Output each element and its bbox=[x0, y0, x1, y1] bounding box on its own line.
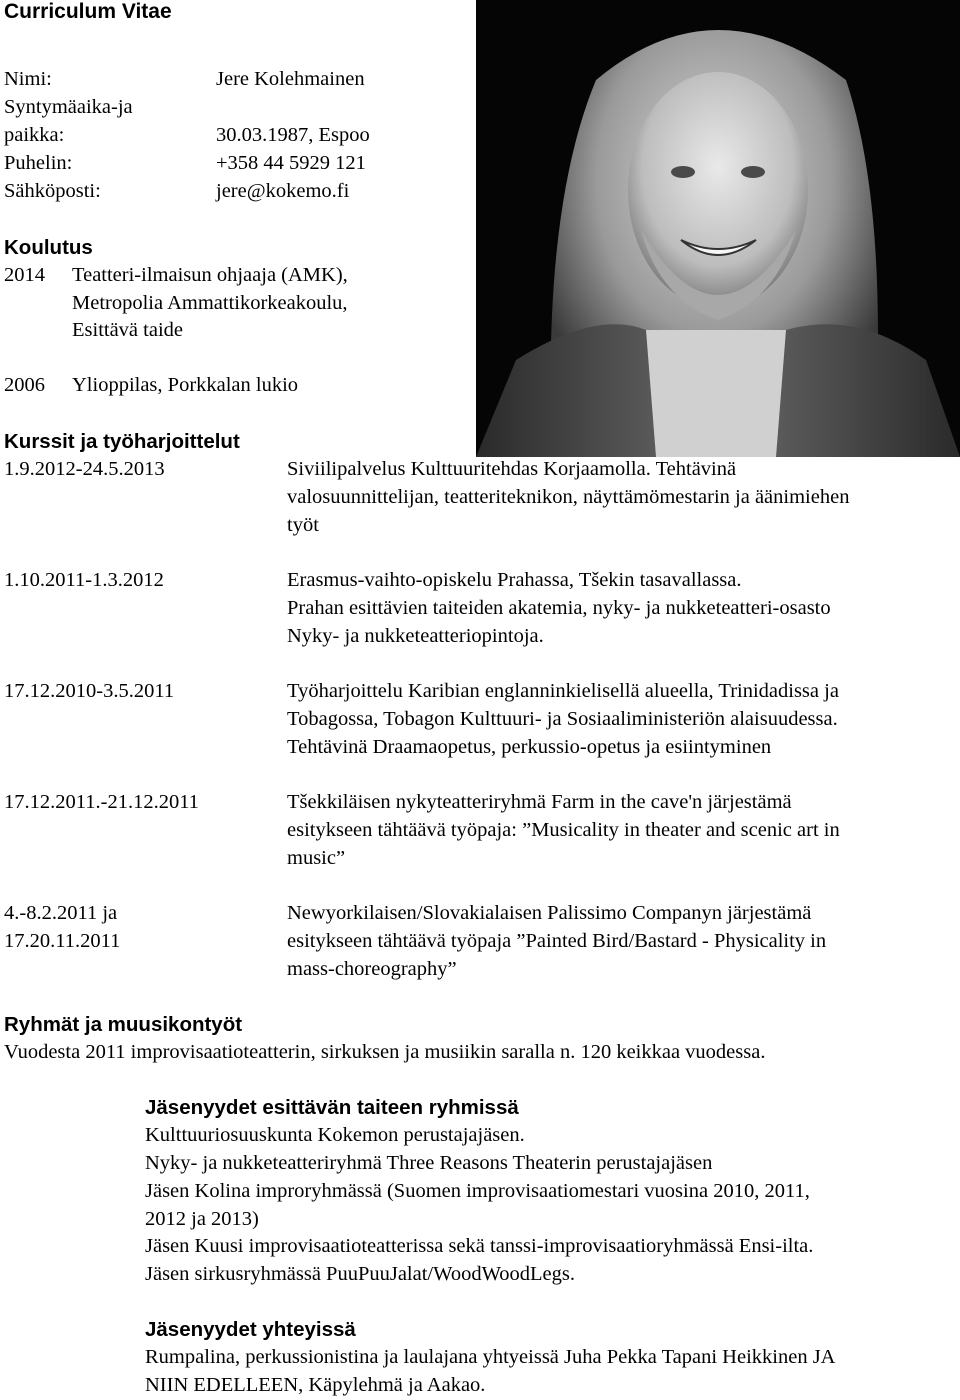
education-line: Teatteri-ilmaisun ohjaaja (AMK), bbox=[72, 264, 348, 286]
membership-line: Jäsen Kuusi improvisaatioteatterissa sekä tanssi-improvisaatioryhmässä Ensi-ilta. bbox=[145, 1235, 814, 1257]
band-line: Rumpalina, perkussionistina ja laulajana yhtyeissä Juha Pekka Tapani Heikkinen JA bbox=[145, 1346, 836, 1368]
birth-label-line2: paikka: bbox=[4, 124, 65, 146]
course-date: 17.20.11.2011 bbox=[4, 930, 121, 952]
education-heading: Koulutus bbox=[4, 236, 93, 259]
course-line: Prahan esittävien taiteiden akatemia, nyky- ja nukketeatteri-osasto bbox=[287, 597, 831, 619]
course-date: 17.12.2010-3.5.2011 bbox=[4, 680, 175, 702]
membership-line: Jäsen sirkusryhmässä PuuPuuJalat/WoodWoodLegs. bbox=[145, 1263, 576, 1285]
course-line: Tobagossa, Tobagon Kulttuuri- ja Sosiaaliministeriön alaisuudessa. bbox=[287, 708, 838, 730]
education-line: Esittävä taide bbox=[72, 319, 183, 341]
course-date: 1.9.2012-24.5.2013 bbox=[4, 458, 165, 480]
page-title: Curriculum Vitae bbox=[4, 0, 172, 23]
memberships-art-heading: Jäsenyydet esittävän taiteen ryhmissä bbox=[145, 1096, 519, 1119]
course-line: Siviilipalvelus Kulttuuritehdas Korjaamolla. Tehtävinä bbox=[287, 458, 737, 480]
course-line: mass-choreography” bbox=[287, 958, 457, 980]
name-value: Jere Kolehmainen bbox=[216, 68, 365, 90]
membership-line: Kulttuuriosuuskunta Kokemon perustajajäsen. bbox=[145, 1124, 525, 1146]
membership-line: Jäsen Kolina improryhmässä (Suomen improvisaatiomestari vuosina 2010, 2011, bbox=[145, 1180, 810, 1202]
course-line: Tšekkiläisen nykyteatteriryhmä Farm in the cave'n järjestämä bbox=[287, 791, 792, 813]
course-line: esitykseen tähtäävä työpaja ”Painted Bird/Bastard - Physicality in bbox=[287, 930, 827, 952]
course-date: 4.-8.2.2011 ja bbox=[4, 902, 118, 924]
name-label: Nimi: bbox=[4, 68, 52, 90]
education-year: 2014 bbox=[4, 264, 45, 286]
band-line: NIIN EDELLEEN, Käpylehmä ja Aakao. bbox=[145, 1374, 486, 1396]
email-label: Sähköposti: bbox=[4, 180, 101, 202]
course-line: Tehtävinä Draamaopetus, perkussio-opetus ja esiintyminen bbox=[287, 736, 772, 758]
groups-text: Vuodesta 2011 improvisaatioteatterin, sirkuksen ja musiikin saralla n. 120 keikkaa vuodessa. bbox=[4, 1041, 766, 1063]
courses-heading: Kurssit ja työharjoittelut bbox=[4, 430, 240, 453]
groups-heading: Ryhmät ja muusikontyöt bbox=[4, 1013, 243, 1036]
portrait-icon bbox=[476, 0, 960, 457]
course-date: 17.12.2011.-21.12.2011 bbox=[4, 791, 199, 813]
course-line: valosuunnittelijan, teatteriteknikon, näyttämömestarin ja äänimiehen bbox=[287, 486, 850, 508]
phone-value: +358 44 5929 121 bbox=[216, 152, 366, 174]
course-date: 1.10.2011-1.3.2012 bbox=[4, 569, 164, 591]
portrait-photo bbox=[476, 0, 960, 457]
course-line: työt bbox=[287, 514, 319, 536]
membership-line: Nyky- ja nukketeatteriryhmä Three Reasons Theaterin perustajajäsen bbox=[145, 1152, 713, 1174]
education-year: 2006 bbox=[4, 374, 45, 396]
membership-line: 2012 ja 2013) bbox=[145, 1208, 259, 1230]
course-line: Erasmus-vaihto-opiskelu Prahassa, Tšekin tasavallassa. bbox=[287, 569, 742, 591]
course-line: music” bbox=[287, 847, 346, 869]
course-line: Nyky- ja nukketeatteriopintoja. bbox=[287, 625, 544, 647]
birth-label-line1: Syntymäaika-ja bbox=[4, 96, 133, 118]
email-value: jere@kokemo.fi bbox=[216, 180, 350, 202]
education-line: Ylioppilas, Porkkalan lukio bbox=[72, 374, 299, 396]
course-line: Työharjoittelu Karibian englanninkielisellä alueella, Trinidadissa ja bbox=[287, 680, 839, 702]
education-line: Metropolia Ammattikorkeakoulu, bbox=[72, 292, 348, 314]
birth-value: 30.03.1987, Espoo bbox=[216, 124, 370, 146]
course-line: esitykseen tähtäävä työpaja: ”Musicality in theater and scenic art in bbox=[287, 819, 840, 841]
memberships-bands-heading: Jäsenyydet yhteyissä bbox=[145, 1318, 356, 1341]
course-line: Newyorkilaisen/Slovakialaisen Palissimo Companyn järjestämä bbox=[287, 902, 812, 924]
phone-label: Puhelin: bbox=[4, 152, 73, 174]
